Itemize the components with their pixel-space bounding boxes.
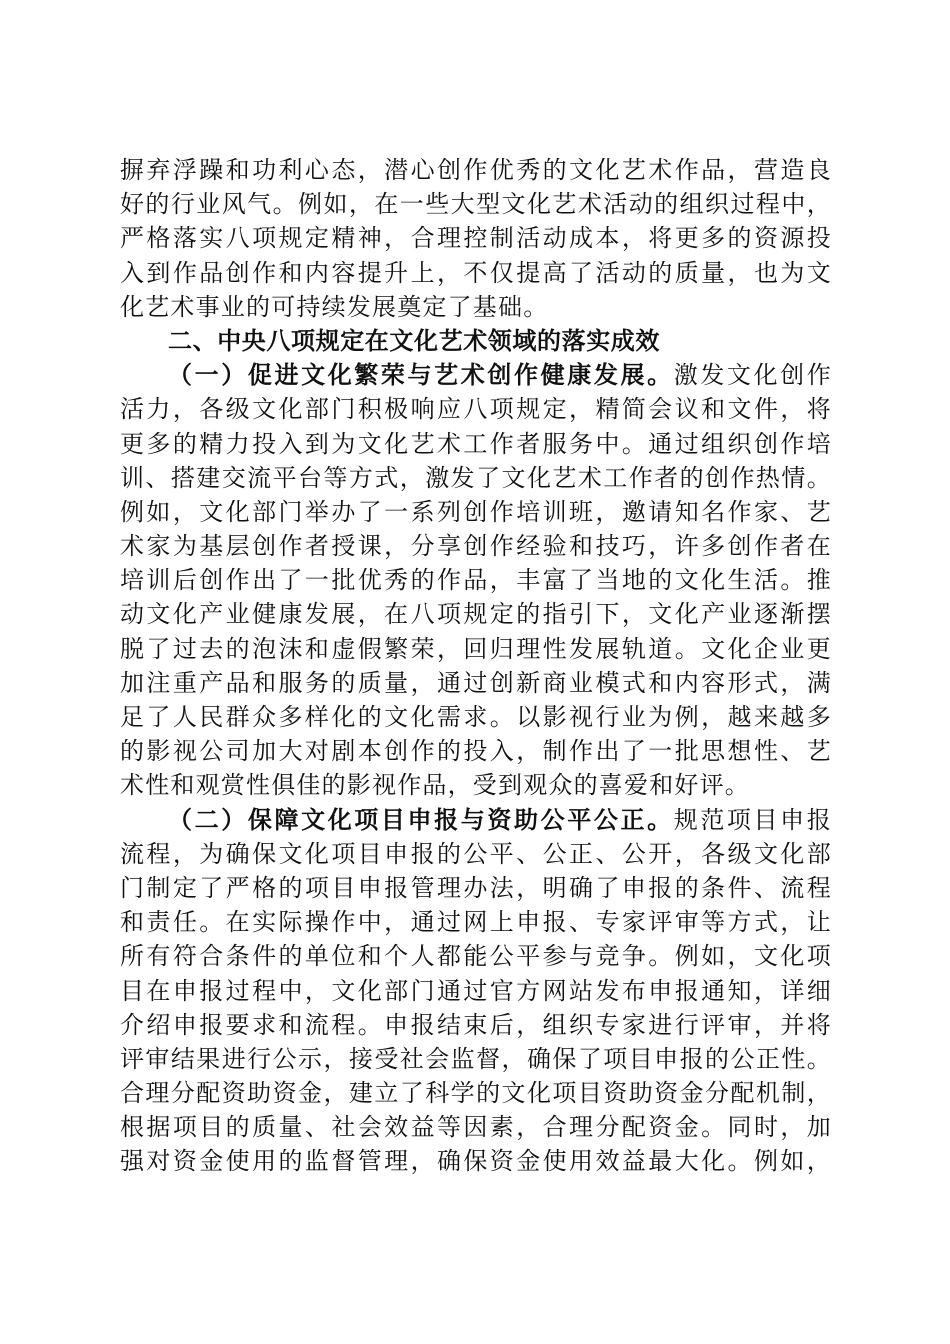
- text-line: 术家为基层创作者授课，分享创作经验和技巧，许多创作者在: [120, 532, 832, 561]
- text-line: 严格落实八项规定精神，合理控制活动成本，将更多的资源投: [120, 224, 832, 253]
- text-line: 流程，为确保文化项目申报的公平、公正、公开，各级文化部: [120, 839, 832, 868]
- text-line: 培训后创作出了一批优秀的作品，丰富了当地的文化生活。推: [120, 566, 832, 595]
- text-line: 术性和观赏性俱佳的影视作品，受到观众的喜爱和好评。: [120, 771, 750, 800]
- text-line: 目在申报过程中，文化部门通过官方网站发布申报通知，详细: [120, 976, 832, 1005]
- text-line: 好的行业风气。例如，在一些大型文化艺术活动的组织过程中，: [120, 190, 832, 219]
- text-line: 强对资金使用的监督管理，确保资金使用效益最大化。例如，: [120, 1147, 832, 1176]
- paragraph-subsection-2: [120, 803, 832, 1179]
- text-line: 足了人民群众多样化的文化需求。以影视行业为例，越来越多: [120, 703, 832, 731]
- text-line: 摒弃浮躁和功利心态，潜心创作优秀的文化艺术作品，营造良: [120, 156, 832, 184]
- text-line: 门制定了严格的项目申报管理办法，明确了申报的条件、流程: [120, 873, 832, 902]
- text-line: 例如，文化部门举办了一系列创作培训班，邀请知名作家、艺: [120, 497, 832, 526]
- text-line: 活力，各级文化部门积极响应八项规定，精简会议和文件，将: [120, 395, 832, 424]
- text-line: 训、搭建交流平台等方式，激发了文化艺术工作者的创作热情。: [120, 463, 832, 492]
- paragraph-subsection-1: [120, 358, 832, 802]
- text-line: 评审结果进行公示，接受社会监督，确保了项目申报的公正性。: [120, 1044, 832, 1073]
- text-line: 和责任。在实际操作中，通过网上申报、专家评审等方式，让: [120, 908, 832, 937]
- text-line: 合理分配资助资金，建立了科学的文化项目资助资金分配机制，: [120, 1079, 832, 1108]
- section-heading: 二、中央八项规定在文化艺术领域的落实成效: [168, 326, 660, 355]
- document-page: [120, 153, 832, 1179]
- text-line: 所有符合条件的单位和个人都能公平参与竞争。例如，文化项: [120, 942, 832, 971]
- text-line: 介绍申报要求和流程。申报结束后，组织专家进行评审，并将: [120, 1010, 832, 1039]
- text-line: 动文化产业健康发展，在八项规定的指引下，文化产业逐渐摆: [120, 600, 832, 629]
- text-run: 激发文化创作: [673, 361, 832, 390]
- text-line: 化艺术事业的可持续发展奠定了基础。: [120, 292, 549, 321]
- subsection-title: （一）促进文化繁荣与艺术创作健康发展。: [168, 361, 674, 390]
- text-run: 规范项目申报: [673, 805, 832, 834]
- paragraph-intro: [120, 153, 832, 324]
- text-line: 入到作品创作和内容提升上，不仅提高了活动的质量，也为文: [120, 258, 832, 287]
- text-line: 的影视公司加大对剧本创作的投入，制作出了一批思想性、艺: [120, 737, 832, 766]
- text-line: [120, 358, 832, 392]
- subsection-title: （二）保障文化项目申报与资助公平公正。: [168, 805, 674, 834]
- text-line: 脱了过去的泡沫和虚假繁荣，回归理性发展轨道。文化企业更: [120, 634, 832, 663]
- text-line: 更多的精力投入到为文化艺术工作者服务中。通过组织创作培: [120, 429, 832, 458]
- text-line: [120, 803, 832, 837]
- text-line: 加注重产品和服务的质量，通过创新商业模式和内容形式，满: [120, 668, 832, 697]
- text-line: 根据项目的质量、社会效益等因素，合理分配资金。同时，加: [120, 1113, 832, 1142]
